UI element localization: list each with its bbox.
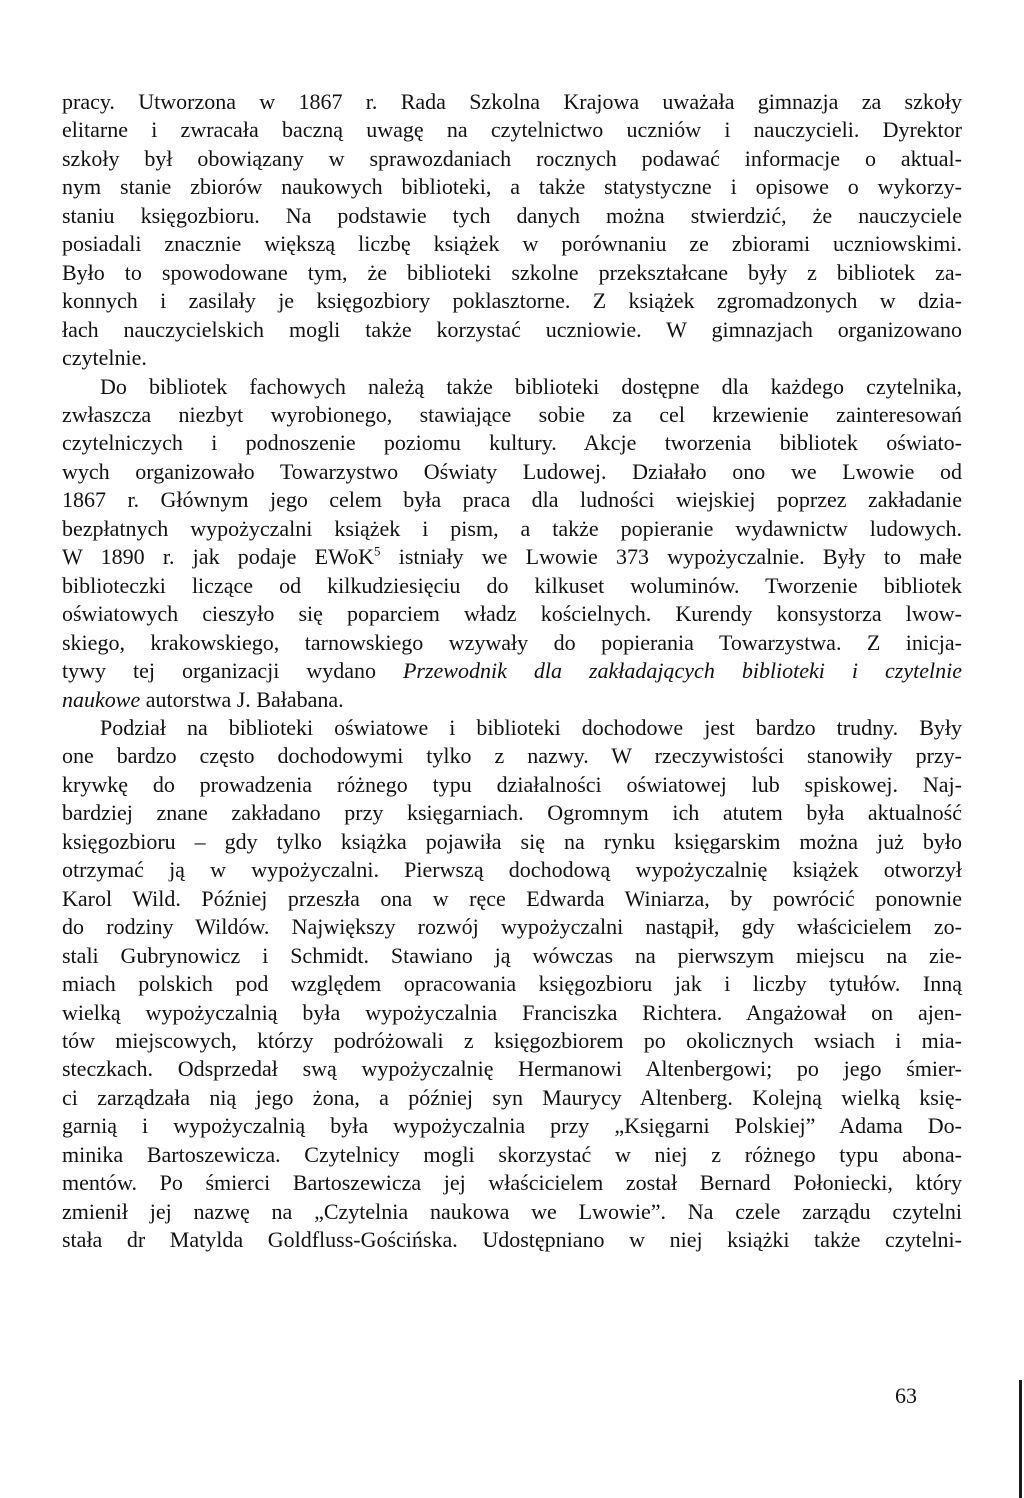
text-line: wielką wypożyczalnią była wypożyczalnia Franciszka Richtera. Angażował on ajen- <box>62 999 962 1025</box>
text-line: steczkach. Odsprzedał swą wypożyczalnię Hermanowi Altenbergowi; po jego śmier- <box>62 1056 962 1082</box>
text-line: elitarne i zwracała baczną uwagę na czytelnictwo uczniów i nauczycieli. Dyrektor <box>62 117 962 143</box>
text-line: otrzymać ją w wypożyczalni. Pierwszą dochodową wypożyczalnię książek otworzył <box>62 857 962 883</box>
book-title: naukowe <box>62 686 141 712</box>
text-line: miach polskich pod względem opracowania księgozbioru jak i liczby tytułów. Inną <box>62 971 962 997</box>
text-line: ci zarządzała nią jego żona, a później syn Maurycy Altenberg. Kolejną wielką księ- <box>62 1084 962 1110</box>
text-segment: istniały we Lwowie 373 wypożyczalnie. Były to małe <box>380 544 963 570</box>
book-title: Przewodnik dla zakładających biblioteki i czytelnie <box>402 658 962 684</box>
paragraph-2 <box>62 373 962 714</box>
text-segment: autorstwa J. Bałabana. <box>140 686 344 712</box>
text-line-with-footnote <box>62 543 962 571</box>
text-line: szkoły był obowiązany w sprawozdaniach rocznych podawać informacje o aktual- <box>62 145 962 171</box>
text-line: krywkę do prowadzenia różnego typu działalności oświatowej lub spiskowej. Naj- <box>62 771 962 797</box>
text-line: wych organizowało Towarzystwo Oświaty Ludowej. Działało ono we Lwowie od <box>62 458 962 484</box>
text-line: 1867 r. Głównym jego celem była praca dla ludności wiejskiej poprzez zakładanie <box>62 487 962 513</box>
text-line: księgozbioru – gdy tylko książka pojawiła się na rynku księgarskim można już było <box>62 828 962 854</box>
paragraph-1 <box>62 88 962 373</box>
text-line: bezpłatnych wypożyczalni książek i pism, a także popieranie wydawnictw ludowych. <box>62 515 962 541</box>
footnote-marker: 5 <box>374 543 381 559</box>
text-line: Karol Wild. Później przeszła ona w ręce Edwarda Winiarza, by powrócić ponownie <box>62 885 962 911</box>
text-line: Podział na biblioteki oświatowe i biblioteki dochodowe jest bardzo trudny. Były <box>100 714 962 740</box>
text-line: do rodziny Wildów. Największy rozwój wypożyczalni nastąpił, gdy właścicielem zo- <box>62 914 962 940</box>
text-line: konnych i zasilały je księgozbiory poklasztorne. Z książek zgromadzonych w dzia- <box>62 288 962 314</box>
text-line: czytelnie. <box>62 345 147 371</box>
text-line-with-title <box>62 657 962 685</box>
scan-edge-mark <box>1019 1380 1022 1498</box>
text-line: one bardzo często dochodowymi tylko z nazwy. W rzeczywistości stanowiły przy- <box>62 743 962 769</box>
text-line: oświatowych cieszyło się poparciem władz kościelnych. Kurendy konsystorza lwow- <box>62 601 962 627</box>
text-segment: tywy tej organizacji wydano <box>62 658 403 684</box>
text-line: Było to spowodowane tym, że biblioteki szkolne przekształcane były z bibliotek za- <box>62 259 962 285</box>
text-line: tów miejscowych, którzy podróżowali z księgozbiorem po okolicznych wsiach i mia- <box>62 1027 962 1053</box>
text-line: posiadali znacznie większą liczbę książek w porównaniu ze zbiorami uczniowskimi. <box>62 231 962 257</box>
text-line: zwłaszcza niezbyt wyrobionego, stawiające sobie za cel krzewienie zainteresowań <box>62 401 962 427</box>
text-segment: W 1890 r. jak podaje EWoK <box>62 544 375 570</box>
document-page <box>62 88 962 1255</box>
text-line: bardziej znane zakładano przy księgarniach. Ogromnym ich atutem była aktualność <box>62 800 962 826</box>
text-line: Do bibliotek fachowych należą także biblioteki dostępne dla każdego czytelnika, <box>100 373 962 399</box>
text-line: nym stanie zbiorów naukowych biblioteki, a także statystyczne i opisowe o wykorzy- <box>62 174 962 200</box>
text-line: pracy. Utworzona w 1867 r. Rada Szkolna Krajowa uważała gimnazja za szkoły <box>62 89 962 114</box>
text-line-with-title <box>62 686 962 714</box>
text-line: minika Bartoszewicza. Czytelnicy mogli skorzystać w niej z różnego typu abona- <box>62 1141 962 1167</box>
text-line: czytelniczych i podnoszenie poziomu kultury. Akcje tworzenia bibliotek oświato- <box>62 430 962 456</box>
text-line: łach nauczycielskich mogli także korzystać uczniowie. W gimnazjach organizowano <box>62 316 962 342</box>
text-line: staniu księgozbioru. Na podstawie tych danych można stwierdzić, że nauczyciele <box>62 202 962 228</box>
text-line: stała dr Matylda Goldfluss-Gościńska. Udostępniano w niej książki także czytelni- <box>62 1227 962 1253</box>
text-line: mentów. Po śmierci Bartoszewicza jej właścicielem został Bernard Połoniecki, który <box>62 1170 962 1196</box>
page-number: 63 <box>895 1383 917 1408</box>
paragraph-3 <box>62 714 962 1255</box>
text-line: skiego, krakowskiego, tarnowskiego wzywały do popierania Towarzystwa. Z inicja- <box>62 629 962 655</box>
text-line: garnią i wypożyczalnią była wypożyczalnia przy „Księgarni Polskiej” Adama Do- <box>62 1113 962 1139</box>
text-line: zmienił jej nazwę na „Czytelnia naukowa we Lwowie”. Na czele zarządu czytelni <box>62 1198 962 1224</box>
text-line: stali Gubrynowicz i Schmidt. Stawiano ją wówczas na pierwszym miejscu na zie- <box>62 942 962 968</box>
text-line: biblioteczki liczące od kilkudziesięciu do kilkuset woluminów. Tworzenie bibliotek <box>62 572 962 598</box>
